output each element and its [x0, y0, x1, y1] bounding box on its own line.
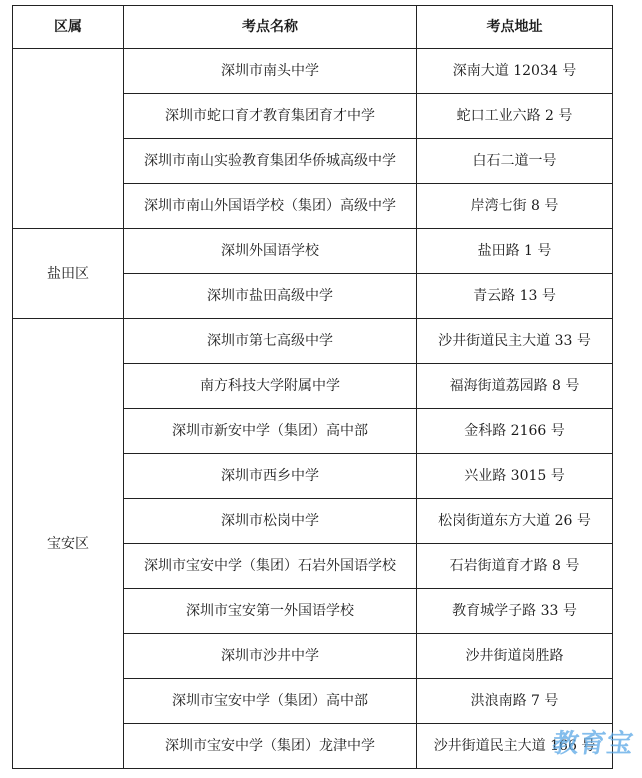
header-name: 考点名称	[124, 6, 417, 49]
site-address-cell: 岸湾七街 8 号	[417, 184, 613, 229]
site-name-cell: 深圳市宝安中学（集团）高中部	[124, 679, 417, 724]
site-address-cell: 盐田路 1 号	[417, 229, 613, 274]
site-name-cell: 深圳市宝安中学（集团）龙津中学	[124, 724, 417, 769]
table-row	[13, 229, 613, 274]
watermark-logo: 教育宝	[550, 729, 636, 759]
site-address-cell: 青云路 13 号	[417, 274, 613, 319]
site-address-cell: 深南大道 12034 号	[417, 49, 613, 94]
site-address-cell: 兴业路 3015 号	[417, 454, 613, 499]
site-name-cell: 深圳市南山外国语学校（集团）高级中学	[124, 184, 417, 229]
site-address-cell: 石岩街道育才路 8 号	[417, 544, 613, 589]
site-name-cell: 深圳市南头中学	[124, 49, 417, 94]
site-name-cell: 深圳市西乡中学	[124, 454, 417, 499]
site-name-cell: 深圳市宝安第一外国语学校	[124, 589, 417, 634]
site-address-cell: 蛇口工业六路 2 号	[417, 94, 613, 139]
district-cell	[13, 49, 124, 229]
district-cell: 宝安区	[13, 319, 124, 769]
district-cell: 盐田区	[13, 229, 124, 319]
site-address-cell: 沙井街道民主大道 166 号	[417, 724, 613, 769]
header-address: 考点地址	[417, 6, 613, 49]
site-address-cell: 沙井街道民主大道 33 号	[417, 319, 613, 364]
site-name-cell: 深圳市蛇口育才教育集团育才中学	[124, 94, 417, 139]
site-name-cell: 深圳市第七高级中学	[124, 319, 417, 364]
table-row	[13, 319, 613, 364]
exam-site-table	[12, 5, 613, 769]
site-address-cell: 沙井街道岗胜路	[417, 634, 613, 679]
site-address-cell: 松岗街道东方大道 26 号	[417, 499, 613, 544]
site-address-cell: 白石二道一号	[417, 139, 613, 184]
table-row	[13, 49, 613, 94]
site-address-cell: 金科路 2166 号	[417, 409, 613, 454]
header-district: 区属	[13, 6, 124, 49]
site-address-cell: 教育城学子路 33 号	[417, 589, 613, 634]
table-body	[13, 49, 613, 769]
site-name-cell: 深圳外国语学校	[124, 229, 417, 274]
site-name-cell: 深圳市松岗中学	[124, 499, 417, 544]
site-name-cell: 深圳市宝安中学（集团）石岩外国语学校	[124, 544, 417, 589]
site-name-cell: 深圳市新安中学（集团）高中部	[124, 409, 417, 454]
site-name-cell: 南方科技大学附属中学	[124, 364, 417, 409]
site-address-cell: 洪浪南路 7 号	[417, 679, 613, 724]
site-address-cell: 福海街道荔园路 8 号	[417, 364, 613, 409]
site-name-cell: 深圳市沙井中学	[124, 634, 417, 679]
table-header-row	[13, 6, 613, 49]
site-name-cell: 深圳市盐田高级中学	[124, 274, 417, 319]
site-name-cell: 深圳市南山实验教育集团华侨城高级中学	[124, 139, 417, 184]
